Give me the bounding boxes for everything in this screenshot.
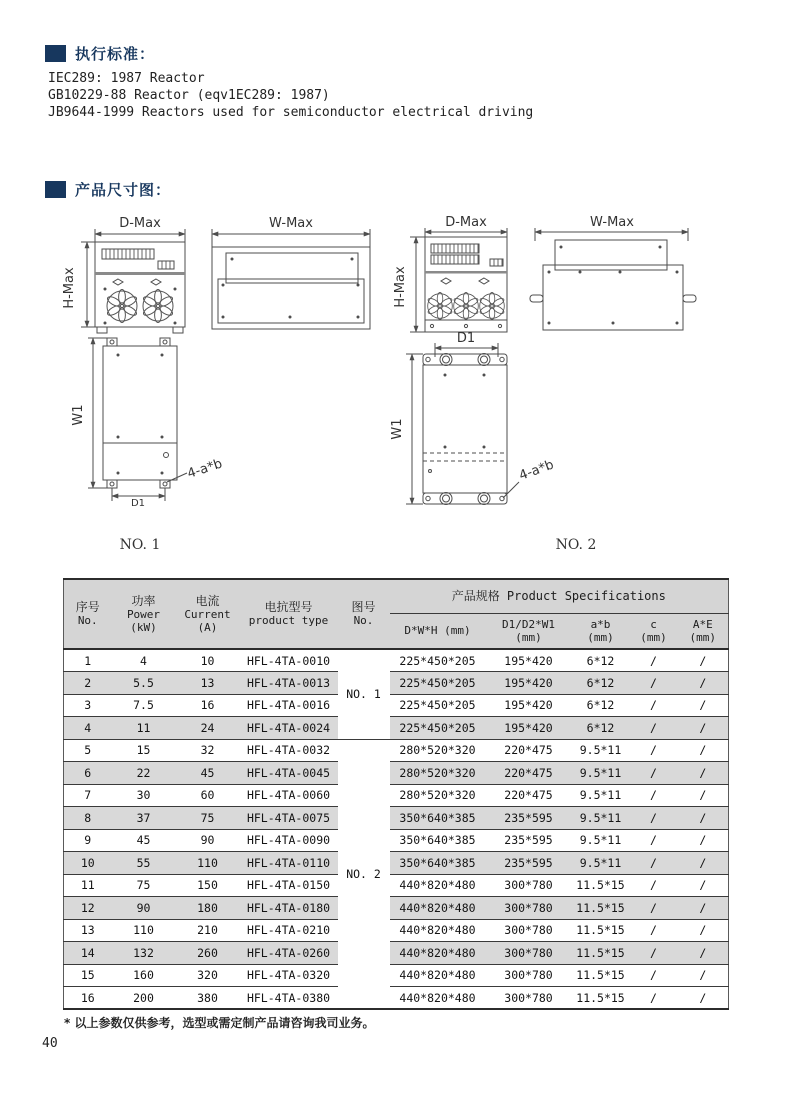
table-cell: 13: [64, 919, 112, 942]
table-cell: HFL-4TA-0024: [240, 717, 338, 740]
col-header-product-type: 电抗型号 product type: [248, 600, 329, 627]
table-cell: /: [678, 739, 729, 762]
table-cell: /: [630, 762, 678, 785]
col-header-ab: a*b (mm): [587, 617, 614, 644]
table-cell: /: [678, 897, 729, 920]
table-cell: 11.5*15: [572, 964, 630, 987]
table-cell: 11.5*15: [572, 897, 630, 920]
table-cell: /: [678, 717, 729, 740]
table-cell: 300*780: [504, 990, 553, 1005]
table-cell: HFL-4TA-0075: [240, 807, 338, 830]
table-cell: 6*12: [572, 694, 630, 717]
dimension-diagrams: [60, 215, 750, 565]
table-cell: 150: [176, 874, 240, 897]
table-row: [64, 919, 729, 942]
table-cell: 11.5*15: [576, 990, 625, 1005]
table-cell: /: [630, 784, 678, 807]
col-header-c: c (mm): [640, 617, 667, 644]
table-cell: /: [630, 649, 678, 672]
table-cell: 10: [176, 649, 240, 672]
no2-figure-label: NO. 2: [555, 537, 597, 553]
table-cell: HFL-4TA-0110: [240, 852, 338, 875]
table-header: [64, 579, 729, 649]
table-row: [64, 942, 729, 965]
standard-item: JB9644-1999 Reactors used for semiconductor electrical driving: [48, 105, 534, 120]
table-cell: HFL-4TA-0010: [240, 649, 338, 672]
standards-title-text: 执行标准：: [75, 45, 156, 63]
table-cell: 12: [64, 897, 112, 920]
table-cell: 45: [176, 762, 240, 785]
table-cell: /: [678, 694, 729, 717]
diagram-no1: [62, 216, 370, 553]
no1-front-view: [81, 229, 185, 333]
table-cell: 110: [176, 852, 240, 875]
table-cell: 9.5*11: [572, 739, 630, 762]
table-row: [64, 739, 729, 762]
no2-holes-label: 4-a*b: [517, 457, 556, 484]
no2-wmax-label: W-Max: [590, 215, 634, 230]
table-cell: 8: [64, 807, 112, 830]
table-cell: 15: [64, 964, 112, 987]
table-cell: /: [630, 694, 678, 717]
table-cell: 300*780: [486, 874, 572, 897]
table-cell: 200: [133, 990, 154, 1005]
table-cell: 16: [80, 990, 95, 1005]
table-cell: 15: [112, 739, 176, 762]
col-header-dwh: D*W*H (mm): [404, 624, 471, 638]
table-cell: 11: [64, 874, 112, 897]
table-cell: 280*520*320: [390, 784, 486, 807]
col-header-power: 功率 Power (kW): [126, 593, 161, 634]
no2-front-view: [410, 228, 507, 332]
table-cell: 350*640*385: [390, 829, 486, 852]
table-cell: 7: [64, 784, 112, 807]
page-number: 40: [42, 1036, 58, 1051]
col-header-current: 电流 Current (A): [184, 593, 231, 634]
table-cell: 180: [176, 897, 240, 920]
table-cell: 380: [197, 990, 218, 1005]
standards-list: [48, 70, 533, 121]
table-cell: 225*450*205: [390, 717, 486, 740]
table-cell: HFL-4TA-0013: [240, 672, 338, 695]
table-cell: 16: [176, 694, 240, 717]
table-cell: /: [630, 739, 678, 762]
table-cell: 220*475: [486, 762, 572, 785]
col-header-figure: 图号 No.: [351, 600, 376, 627]
table-cell: 195*420: [486, 649, 572, 672]
table-cell: 32: [176, 739, 240, 762]
table-cell: 5: [64, 739, 112, 762]
table-cell: 440*820*480: [390, 897, 486, 920]
table-cell: 225*450*205: [390, 649, 486, 672]
diagram-no2: [390, 215, 696, 553]
table-cell: 6*12: [572, 672, 630, 695]
table-cell: HFL-4TA-0090: [240, 829, 338, 852]
table-cell: 6*12: [572, 717, 630, 740]
table-cell: /: [678, 649, 729, 672]
table-cell: /: [678, 829, 729, 852]
table-cell: HFL-4TA-0045: [240, 762, 338, 785]
table-cell: 13: [176, 672, 240, 695]
table-cell: 10: [64, 852, 112, 875]
table-cell: 90: [112, 897, 176, 920]
standard-item: GB10229-88 Reactor (eqv1EC289: 1987): [48, 88, 330, 103]
table-cell: 14: [64, 942, 112, 965]
table-cell: 9.5*11: [572, 762, 630, 785]
no2-plan-view: [406, 343, 519, 505]
table-cell: 1: [64, 649, 112, 672]
section-marker-icon: [45, 45, 66, 62]
table-cell: 24: [176, 717, 240, 740]
table-cell: 350*640*385: [390, 807, 486, 830]
table-cell: 60: [176, 784, 240, 807]
table-cell: 132: [112, 942, 176, 965]
table-cell: /: [678, 672, 729, 695]
table-cell: /: [630, 942, 678, 965]
table-cell: /: [678, 852, 729, 875]
table-row: [64, 784, 729, 807]
table-cell: 235*595: [486, 807, 572, 830]
table-cell: HFL-4TA-0016: [240, 694, 338, 717]
table-cell: HFL-4TA-0180: [240, 897, 338, 920]
table-cell: /: [678, 919, 729, 942]
table-cell: 11.5*15: [572, 919, 630, 942]
table-cell: 300*780: [486, 897, 572, 920]
table-cell: HFL-4TA-0380: [246, 990, 331, 1005]
table-cell: 11.5*15: [572, 942, 630, 965]
table-cell: /: [678, 807, 729, 830]
section-marker-icon: [45, 181, 66, 198]
table-cell: 280*520*320: [390, 762, 486, 785]
table-cell: /: [630, 874, 678, 897]
table-cell: 235*595: [486, 852, 572, 875]
table-row: [64, 829, 729, 852]
table-cell: 235*595: [486, 829, 572, 852]
table-cell: 3: [64, 694, 112, 717]
standards-section-title: [45, 43, 155, 64]
table-cell: HFL-4TA-0150: [240, 874, 338, 897]
table-cell: 5.5: [112, 672, 176, 695]
table-row: [64, 672, 729, 695]
figure-ref-cell: NO. 2: [338, 739, 390, 1009]
no1-w1-label: W1: [71, 404, 86, 426]
no1-holes-label: 4-a*b: [185, 456, 225, 482]
table-cell: 350*640*385: [390, 852, 486, 875]
figure-ref-cell: NO. 1: [338, 649, 390, 739]
table-row: [64, 852, 729, 875]
table-cell: 300*780: [486, 942, 572, 965]
table-cell: 220*475: [486, 739, 572, 762]
table-cell: 210: [176, 919, 240, 942]
table-cell: 9.5*11: [572, 852, 630, 875]
table-cell: HFL-4TA-0320: [240, 964, 338, 987]
no1-hmax-label: H-Max: [62, 267, 77, 309]
dimensions-section-title: [45, 179, 171, 200]
table-cell: 320: [176, 964, 240, 987]
table-cell: 75: [176, 807, 240, 830]
no1-wmax-label: W-Max: [269, 216, 313, 231]
table-cell: 160: [112, 964, 176, 987]
footnote: * 以上参数仅供参考，选型或需定制产品请咨询我司业务。: [64, 1016, 375, 1030]
table-cell: 75: [112, 874, 176, 897]
table-cell: 2: [64, 672, 112, 695]
table-row: [64, 897, 729, 920]
table-row: [64, 649, 729, 672]
table-cell: 7.5: [112, 694, 176, 717]
table-cell: 225*450*205: [390, 672, 486, 695]
table-cell: /: [630, 672, 678, 695]
table-cell: 6: [64, 762, 112, 785]
table-cell: /: [699, 990, 707, 1005]
table-cell: 440*820*480: [390, 874, 486, 897]
table-cell: /: [678, 942, 729, 965]
col-header-spec-group: 产品规格 Product Specifications: [390, 579, 729, 613]
table-cell: 9: [64, 829, 112, 852]
spec-table-body: [64, 649, 729, 1009]
no2-dmax-label: D-Max: [445, 215, 487, 230]
no2-w1-label: W1: [390, 418, 405, 440]
table-cell: 195*420: [486, 717, 572, 740]
table-cell: HFL-4TA-0260: [240, 942, 338, 965]
table-cell: /: [630, 964, 678, 987]
table-cell: HFL-4TA-0060: [240, 784, 338, 807]
table-cell: 9.5*11: [572, 829, 630, 852]
no2-d1-label: D1: [456, 331, 476, 346]
table-cell: 11.5*15: [572, 874, 630, 897]
table-cell: 30: [112, 784, 176, 807]
table-cell: 37: [112, 807, 176, 830]
table-cell: /: [630, 829, 678, 852]
standard-item: IEC289: 1987 Reactor: [48, 71, 205, 86]
table-cell: /: [630, 807, 678, 830]
no2-hmax-label: H-Max: [393, 266, 408, 308]
no1-dmax-label: D-Max: [119, 216, 161, 231]
table-cell: 6*12: [572, 649, 630, 672]
table-cell: 45: [112, 829, 176, 852]
table-cell: 55: [112, 852, 176, 875]
table-cell: /: [630, 852, 678, 875]
table-cell: /: [678, 964, 729, 987]
table-row: [64, 717, 729, 740]
table-row: [64, 807, 729, 830]
table-cell: 225*450*205: [390, 694, 486, 717]
table-row: [64, 694, 729, 717]
col-header-d1d2w1: D1/D2*W1 (mm): [502, 617, 555, 644]
col-header-ae: A*E (mm): [689, 617, 717, 644]
no1-d1-label: D1: [130, 498, 146, 509]
table-cell: /: [630, 717, 678, 740]
no1-side-view: [212, 229, 370, 329]
table-cell: /: [650, 990, 657, 1005]
table-cell: 440*820*480: [390, 942, 486, 965]
table-cell: 11: [112, 717, 176, 740]
table-cell: 195*420: [486, 672, 572, 695]
no1-figure-label: NO. 1: [119, 537, 161, 553]
table-cell: 220*475: [486, 784, 572, 807]
table-cell: 300*780: [486, 919, 572, 942]
table-cell: 260: [176, 942, 240, 965]
table-cell: 440*820*480: [390, 964, 486, 987]
table-cell: 440*820*480: [390, 919, 486, 942]
table-cell: /: [630, 919, 678, 942]
table-cell: HFL-4TA-0032: [240, 739, 338, 762]
table-row: [64, 874, 729, 897]
table-row: [64, 762, 729, 785]
table-cell: /: [678, 874, 729, 897]
no1-plan-view: [88, 338, 187, 501]
table-cell: 110: [112, 919, 176, 942]
table-cell: 195*420: [486, 694, 572, 717]
table-cell: /: [678, 784, 729, 807]
table-cell: /: [678, 762, 729, 785]
table-cell: HFL-4TA-0210: [240, 919, 338, 942]
table-cell: 300*780: [486, 964, 572, 987]
table-cell: 440*820*480: [399, 990, 476, 1005]
table-cell: 280*520*320: [390, 739, 486, 762]
no2-side-view: [530, 228, 696, 330]
table-cell: 9.5*11: [572, 807, 630, 830]
table-cell: 22: [112, 762, 176, 785]
table-cell: /: [630, 897, 678, 920]
table-cell: 4: [112, 649, 176, 672]
col-header-no: 序号 No.: [75, 600, 100, 627]
table-cell: 4: [64, 717, 112, 740]
table-cell: 9.5*11: [572, 784, 630, 807]
product-spec-table: [63, 578, 729, 1010]
table-row: [64, 987, 729, 1010]
dimensions-title-text: 产品尺寸图：: [75, 181, 172, 199]
table-cell: 90: [176, 829, 240, 852]
table-row: [64, 964, 729, 987]
